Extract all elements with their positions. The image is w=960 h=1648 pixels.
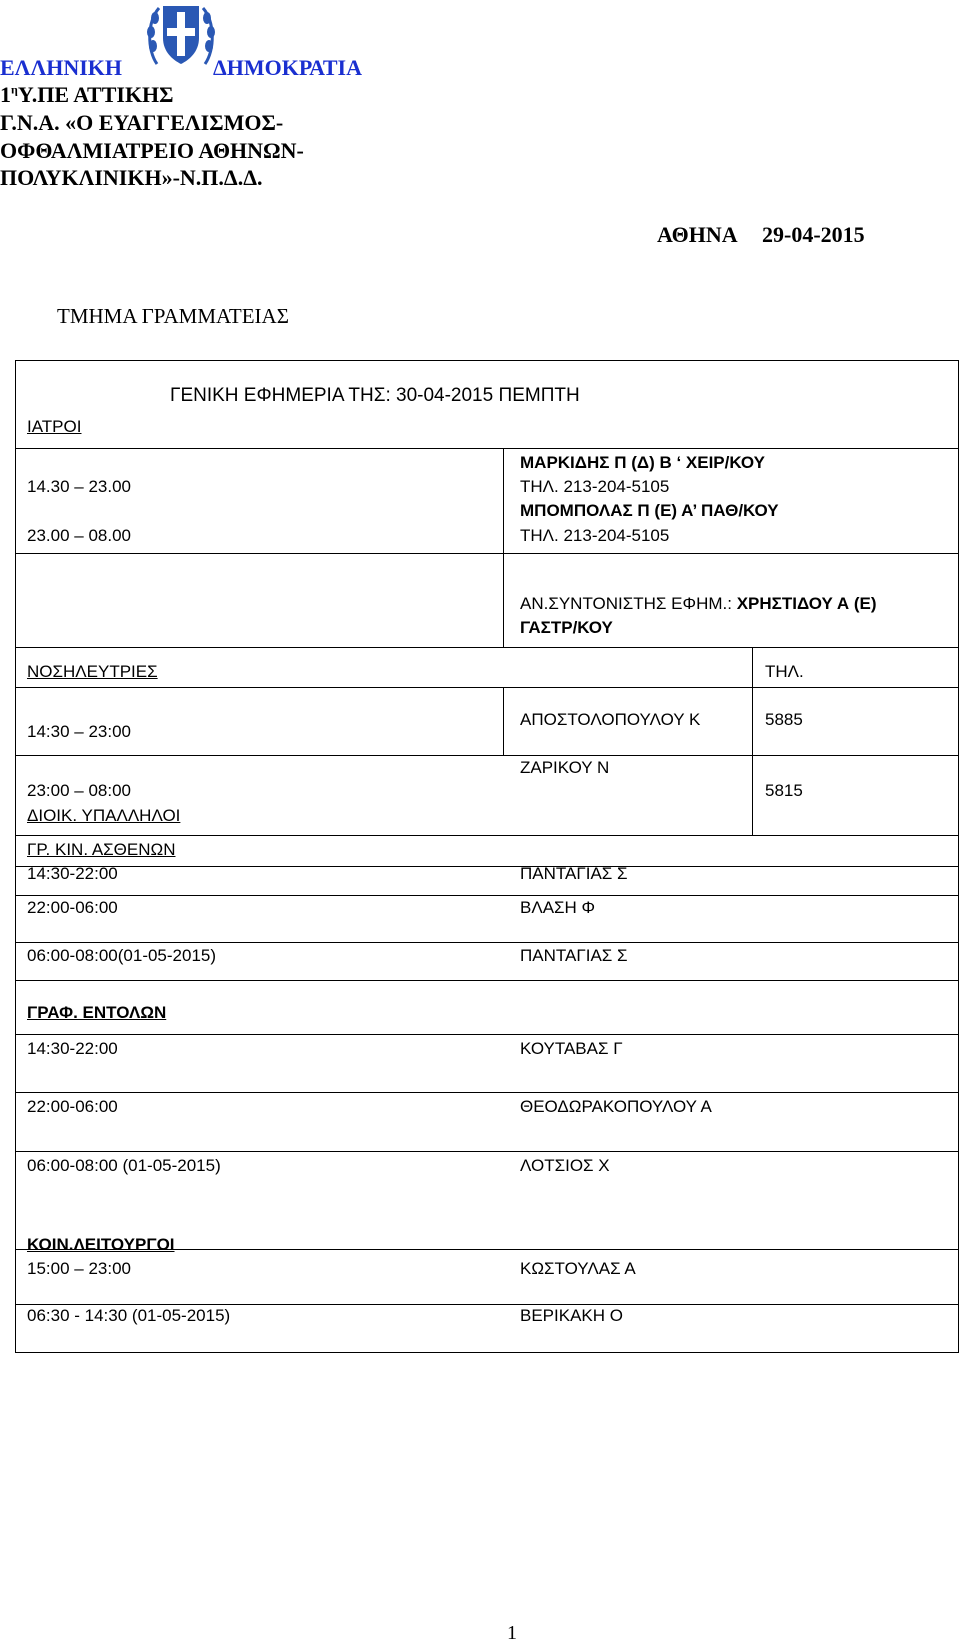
document-city: ΑΘΗΝΑ	[657, 222, 738, 247]
row-divider	[15, 1151, 959, 1152]
social-row2-time: 06:30 - 14:30 (01-05-2015)	[27, 1306, 231, 1325]
column-divider	[752, 647, 753, 835]
country-name-right: ΔΗΜΟΚΡΑΤΙΑ	[213, 55, 362, 80]
movement-row3-name: ΠΑΝΤΑΓΙΑΣ Σ	[520, 946, 628, 965]
orders-row2-time: 22:00-06:00	[27, 1097, 118, 1116]
patient-movement-heading: ΓΡ. ΚΙΝ. ΑΣΘΕΝΩΝ	[27, 840, 176, 859]
doctor-shift2-time: 23.00 – 08.00	[27, 526, 131, 545]
orders-row3-time: 06:00-08:00 (01-05-2015)	[27, 1156, 221, 1175]
row-divider	[15, 448, 959, 449]
coordinator-specialty: ΓΑΣΤΡ/ΚΟΥ	[520, 618, 613, 637]
row-divider	[15, 755, 959, 756]
row-divider	[15, 687, 959, 688]
nurse2-time: 23:00 – 08:00	[27, 781, 131, 800]
orders-row3-name: ΛΟΤΣΙΟΣ Χ	[520, 1156, 610, 1175]
orders-office-heading: ΓΡΑΦ. ΕΝΤΟΛΩΝ	[27, 1003, 167, 1022]
document-date: 29-04-2015	[762, 222, 865, 247]
nurse1-time: 14:30 – 23:00	[27, 722, 131, 741]
orders-row2-name: ΘΕΟΔΩΡΑΚΟΠΟΥΛΟΥ Α	[520, 1097, 712, 1116]
hospital-name-line3: ΠΟΛΥΚΛΙΝΙΚΗ»-Ν.Π.Δ.Δ.	[0, 165, 263, 190]
column-divider	[503, 448, 504, 553]
nurse1-name: ΑΠΟΣΤΟΛΟΠΟΥΛΟΥ Κ	[520, 710, 701, 729]
health-region: $1^\eta\Upsilon.\Pi E$ ΑΤΤΙΚΗΣ	[0, 82, 174, 107]
row-divider	[15, 942, 959, 943]
movement-row2-name: ΒΛΑΣΗ Φ	[520, 898, 596, 917]
doctor2-phone: ΤΗΛ. 213-204-5105	[520, 526, 670, 545]
row-divider	[15, 895, 959, 896]
movement-row2-time: 22:00-06:00	[27, 898, 118, 917]
doctors-heading: ΙΑΤΡΟΙ	[27, 417, 82, 436]
hospital-name-line1: Γ.Ν.Α. «Ο ΕΥΑΓΓΕΛΙΣΜΟΣ-	[0, 110, 284, 135]
row-divider	[15, 553, 959, 554]
doctor2-name: ΜΠΟΜΠΟΛΑΣ Π (Ε) Α’ ΠΑΘ/ΚΟΥ	[520, 501, 779, 520]
coordinator-line: ΑΝ.ΣΥΝΤΟΝΙΣΤΗΣ ΕΦΗΜ.: ΧΡΗΣΤΙΔΟΥ Α (Ε)	[520, 594, 877, 613]
column-divider	[503, 553, 504, 647]
movement-row1-time: 14:30-22:00	[27, 864, 118, 883]
social-row2-name: ΒΕΡΙΚΑΚΗ Ο	[520, 1306, 623, 1325]
row-divider	[15, 835, 959, 836]
movement-row1-name: ΠΑΝΤΑΓΙΑΣ Σ	[520, 864, 628, 883]
row-divider	[15, 866, 959, 867]
social-row1-name: ΚΩΣΤΟΥΛΑΣ Α	[520, 1259, 636, 1278]
social-workers-heading: ΚΟΙΝ.ΛΕΙΤΟΥΡΓΟΙ	[27, 1235, 175, 1254]
row-divider	[15, 1304, 959, 1305]
doctor1-phone: ΤΗΛ. 213-204-5105	[520, 477, 670, 496]
roster-title: ΓΕΝΙΚΗ ΕΦΗΜΕΡΙΑ ΤΗΣ: 30-04-2015 ΠΕΜΠΤΗ	[170, 385, 580, 406]
row-divider	[15, 1034, 959, 1035]
nurses-heading: ΝΟΣΗΛΕΥΤΡΙΕΣ	[27, 662, 158, 681]
admin-heading: ΔΙΟΙΚ. ΥΠΑΛΛΗΛΟΙ	[27, 806, 181, 825]
department-name: ΤΜΗΜΑ ΓΡΑΜΜΑΤΕΙΑΣ	[57, 304, 289, 328]
orders-row1-name: ΚΟΥΤΑΒΑΣ Γ	[520, 1039, 623, 1058]
movement-row3-time: 06:00-08:00(01-05-2015)	[27, 946, 217, 965]
nurse2-name: ΖΑΡΙΚΟΥ Ν	[520, 758, 610, 777]
nurse2-phone: 5815	[765, 781, 803, 800]
row-divider	[15, 980, 959, 981]
hospital-name-line2: ΟΦΘΑΛΜΙΑΤΡΕΙΟ ΑΘΗΝΩΝ-	[0, 138, 304, 163]
page-number: 1	[507, 1622, 517, 1644]
country-name-left: ΕΛΛΗΝΙΚΗ	[0, 55, 122, 80]
column-divider	[503, 687, 504, 755]
doctor-shift1-time: 14.30 – 23.00	[27, 477, 131, 496]
social-row1-time: 15:00 – 23:00	[27, 1259, 131, 1278]
orders-row1-time: 14:30-22:00	[27, 1039, 118, 1058]
nurse1-phone: 5885	[765, 710, 803, 729]
doctor1-name: ΜΑΡΚΙΔΗΣ Π (Δ) Β ‘ ΧΕΙΡ/ΚΟΥ	[520, 453, 765, 472]
row-divider	[15, 647, 959, 648]
nurses-phone-header: ΤΗΛ.	[765, 662, 804, 681]
greek-emblem-icon	[145, 0, 217, 74]
row-divider	[15, 1092, 959, 1093]
